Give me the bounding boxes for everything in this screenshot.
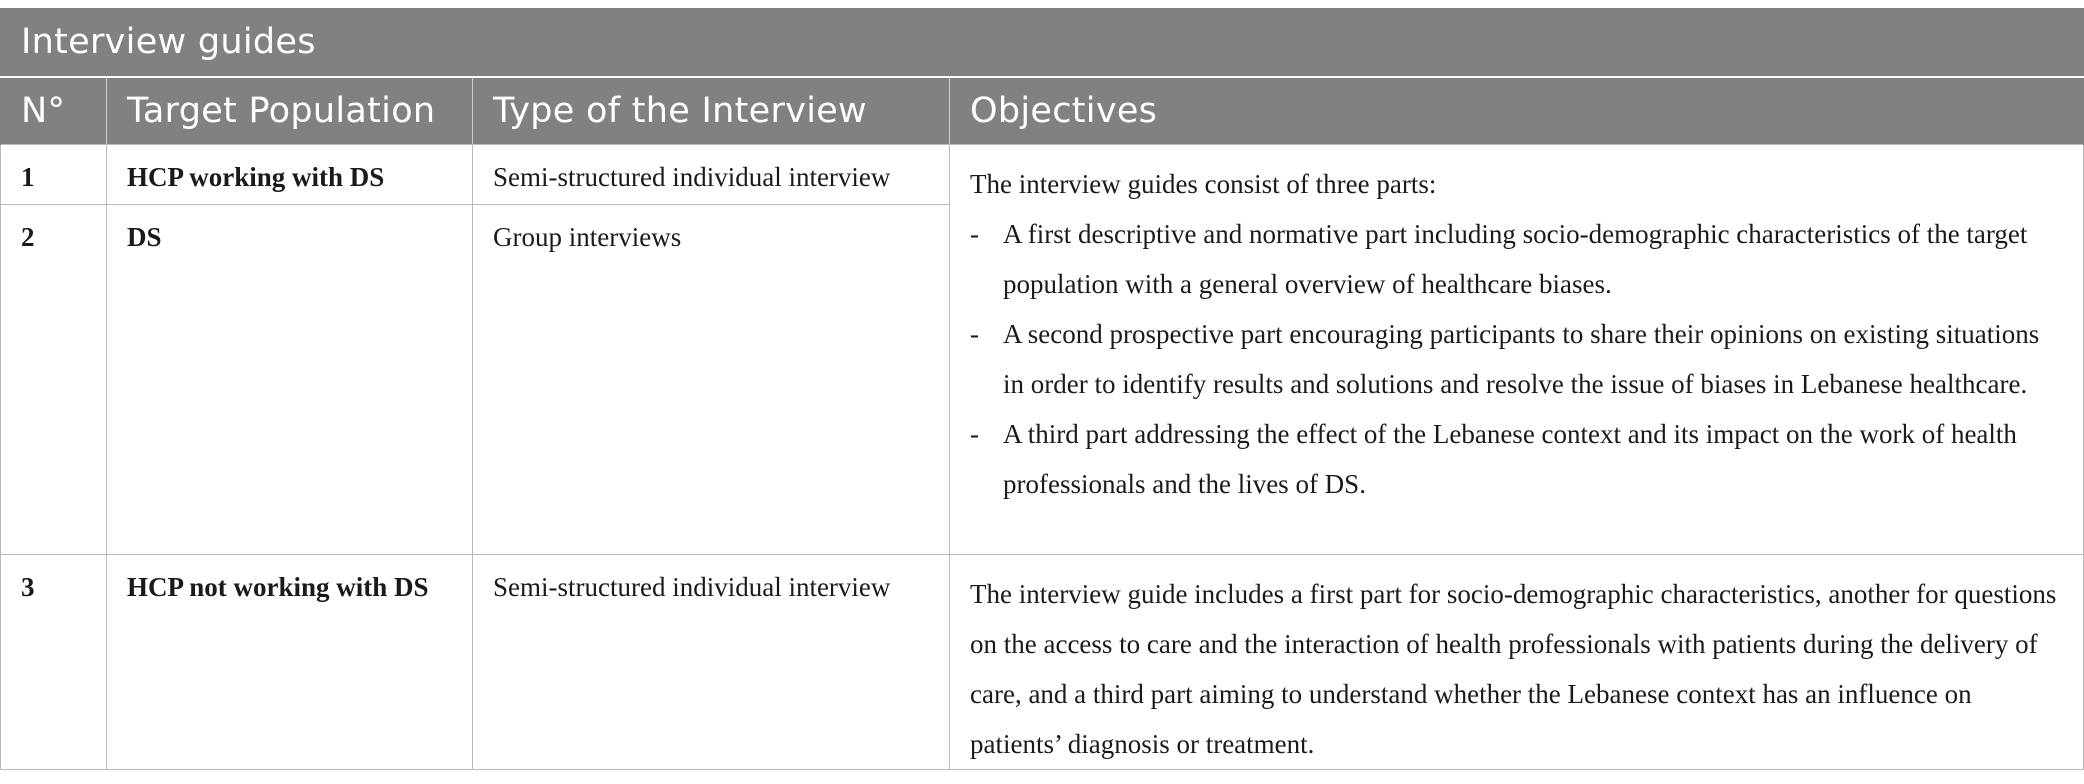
column-header-number: N°: [1, 77, 107, 145]
objective-list-item: [970, 309, 2065, 409]
table-caption: Interview guides: [1, 8, 2084, 77]
row-interview-type: Semi-structured individual interview: [473, 555, 950, 770]
table-caption-row: [1, 8, 2084, 77]
row-number: 3: [1, 555, 107, 770]
row-target-population: HCP working with DS: [107, 145, 473, 205]
row-interview-type: Group interviews: [473, 205, 950, 555]
interview-guides-table: [0, 8, 2084, 770]
column-header-objectives: Objectives: [950, 77, 2084, 145]
objective-list-item: [970, 409, 2065, 509]
objective-item-text: A second prospective part encouraging participants to share their opinions on existing situations in order to identify results and solutions and resolve the issue of biases in Lebanese healthcare.: [1003, 319, 2040, 399]
row-number: 1: [1, 145, 107, 205]
shared-objective-cell: [950, 145, 2084, 555]
objective-list: [970, 209, 2065, 509]
table-header-row: [1, 77, 2084, 145]
interview-guides-table-container: [0, 8, 2084, 770]
row-number: 2: [1, 205, 107, 555]
objective-item-text: A first descriptive and normative part including socio-demographic characteristics of the target population with a general overview of healthcare biases.: [1003, 219, 2028, 299]
table-row: [1, 145, 2084, 205]
row-target-population: DS: [107, 205, 473, 555]
objective-item-text: A third part addressing the effect of the Lebanese context and its impact on the work of health professionals and the lives of DS.: [1003, 419, 2017, 499]
row-target-population: HCP not working with DS: [107, 555, 473, 770]
objective-list-item: [970, 209, 2065, 309]
dash-bullet: -: [970, 219, 979, 249]
dash-bullet: -: [970, 419, 979, 449]
column-header-interview-type: Type of the Interview: [473, 77, 950, 145]
table-row: [1, 555, 2084, 770]
column-header-target-population: Target Population: [107, 77, 473, 145]
row-objective: The interview guide includes a first part for socio-demographic characteristics, another for questions on the access to care and the interaction of health professionals with patients during the delivery of care, and a third part aiming to understand whether the Lebanese context has an influence on patients’ diagnosis or treatment.: [950, 555, 2084, 770]
dash-bullet: -: [970, 319, 979, 349]
objective-intro: The interview guides consist of three parts:: [970, 169, 1437, 199]
row-interview-type: Semi-structured individual interview: [473, 145, 950, 205]
